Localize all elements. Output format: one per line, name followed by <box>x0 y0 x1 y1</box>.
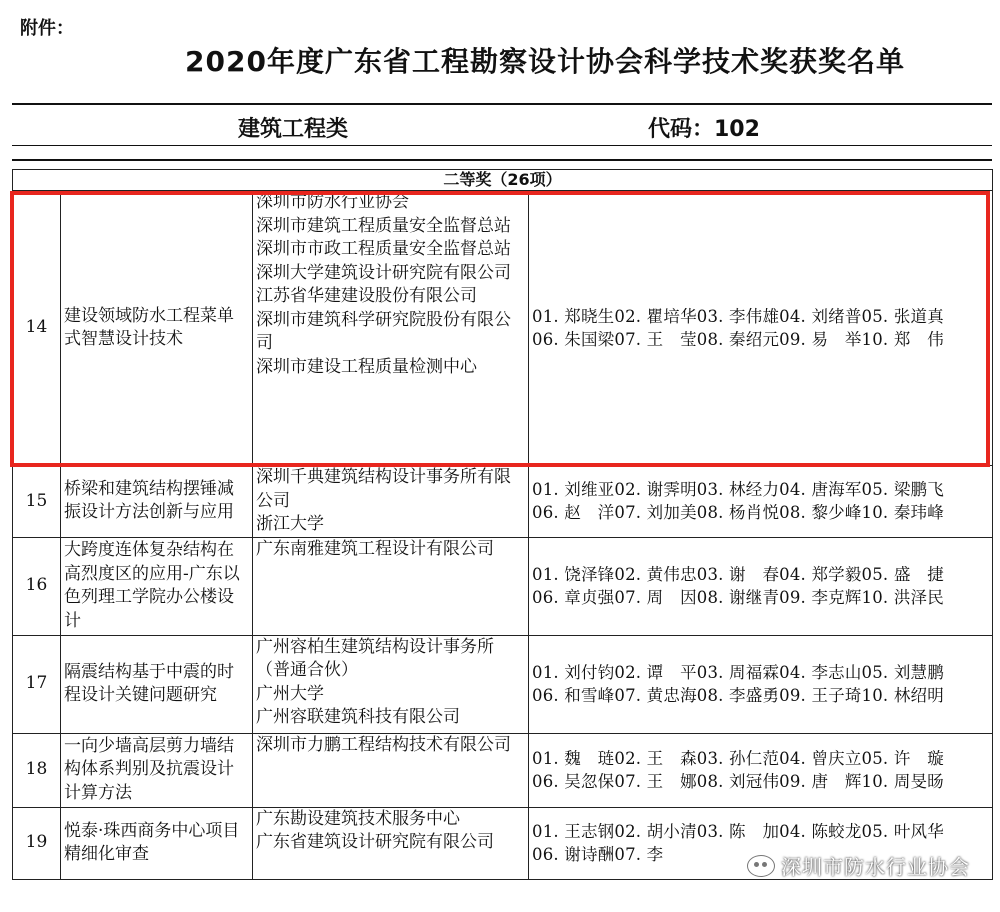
contributors <box>529 733 993 807</box>
table-row <box>13 635 993 733</box>
row-number: 18 <box>13 733 61 807</box>
wechat-icon <box>747 855 775 877</box>
organizations <box>253 191 529 466</box>
organizations <box>253 733 529 807</box>
category-name: 建筑工程类 <box>238 117 349 142</box>
project-name: 悦泰·珠西商务中心项目精细化审查 <box>61 807 253 879</box>
contributor-line: 06. 和雪峰07. 黄忠海08. 李盛勇09. 王子琦10. 林绍明 <box>532 686 944 705</box>
organization-name: 深圳市力鹏工程结构技术有限公司 <box>256 734 511 755</box>
organization-name: 深圳市建筑科学研究院股份有限公司 <box>256 309 511 353</box>
contributor-line: 01. 魏 琏02. 王 森03. 孙仁范04. 曾庆立05. 许 璇 <box>532 748 944 768</box>
organization-name: 江苏省华建建设股份有限公司 <box>256 286 477 306</box>
organization-name: 广东省建筑设计研究院有限公司 <box>256 832 494 852</box>
awards-table <box>12 169 993 880</box>
table-row <box>13 466 993 538</box>
row-number: 19 <box>13 807 61 879</box>
contributor-line: 01. 饶泽锋02. 黄伟忠03. 谢 春04. 郑学毅05. 盛 捷 <box>532 564 944 584</box>
organization-name: 广东勘设建筑技术服务中心 <box>256 808 460 829</box>
divider <box>12 145 992 146</box>
divider <box>12 103 992 105</box>
section-label: 二等奖（26项） <box>13 170 993 191</box>
divider <box>12 159 992 161</box>
organization-name: 深圳市建筑工程质量安全监督总站 <box>256 215 511 236</box>
project-name: 建设领域防水工程菜单式智慧设计技术 <box>61 191 253 466</box>
section-row <box>13 170 993 191</box>
organization-name: 广东南雅建筑工程设计有限公司 <box>256 538 494 559</box>
watermark-text: 深圳市防水行业协会 <box>781 855 970 879</box>
organizations <box>253 807 529 879</box>
table-row <box>13 537 993 635</box>
contributors <box>529 635 993 733</box>
contributor-line: 06. 朱国梁07. 王 莹08. 秦绍元09. 易 举10. 郑 伟 <box>532 330 944 349</box>
contributors <box>529 191 993 466</box>
project-name: 隔震结构基于中震的时程设计关键问题研究 <box>61 635 253 733</box>
organizations <box>253 466 529 538</box>
document-title: 2020年度广东省工程勘察设计协会科学技术奖获奖名单 <box>185 45 905 78</box>
row-number: 16 <box>13 537 61 635</box>
organization-name: 深圳千典建筑结构设计事务所有限公司 <box>256 467 511 511</box>
table-row <box>13 191 993 466</box>
organization-name: 广州容联建筑科技有限公司 <box>256 707 460 727</box>
contributor-line: 01. 郑晓生02. 瞿培华03. 李伟雄04. 刘绪普05. 张道真 <box>532 306 944 326</box>
project-name: 大跨度连体复杂结构在高烈度区的应用-广东以色列理工学院办公楼设计 <box>61 537 253 635</box>
contributors <box>529 537 993 635</box>
contributors <box>529 466 993 538</box>
row-number: 15 <box>13 466 61 538</box>
project-name: 桥梁和建筑结构摆锤减振设计方法创新与应用 <box>61 466 253 538</box>
contributor-line: 06. 章贞强07. 周 因08. 谢继青09. 李克辉10. 洪泽民 <box>532 588 944 607</box>
row-number: 17 <box>13 635 61 733</box>
table-row <box>13 733 993 807</box>
organization-name: 广州容柏生建筑结构设计事务所（普通合伙） <box>256 636 494 680</box>
organizations <box>253 635 529 733</box>
category-code: 代码：102 <box>648 117 760 142</box>
contributor-line: 06. 赵 洋07. 刘加美08. 杨肖悦08. 黎少峰10. 秦玮峰 <box>532 503 944 523</box>
organization-name: 深圳大学建筑设计研究院有限公司 <box>256 262 511 283</box>
row-number: 14 <box>13 191 61 466</box>
contributor-line: 06. 吴忽保07. 王 娜08. 刘冠伟09. 唐 辉10. 周旻旸 <box>532 772 944 791</box>
organizations <box>253 537 529 635</box>
contributor-line: 01. 刘付钧02. 谭 平03. 周福霖04. 李志山05. 刘慧鹏 <box>532 662 944 682</box>
project-name: 一向少墙高层剪力墙结构体系判别及抗震设计计算方法 <box>61 733 253 807</box>
contributor-line: 01. 王志钢02. 胡小清03. 陈 加04. 陈蛟龙05. 叶风华 <box>532 821 944 841</box>
organization-name: 深圳市建设工程质量检测中心 <box>256 356 477 377</box>
attachment-label: 附件： <box>20 18 74 39</box>
organization-name: 深圳市市政工程质量安全监督总站 <box>256 239 511 259</box>
watermark <box>747 851 970 880</box>
organization-name: 深圳市防水行业协会 <box>256 192 409 212</box>
organization-name: 广州大学 <box>256 683 324 704</box>
contributor-line: 06. 谢诗酬07. 李 <box>532 845 664 864</box>
organization-name: 浙江大学 <box>256 514 324 534</box>
contributor-line: 01. 刘维亚02. 谢霁明03. 林经力04. 唐海军05. 梁鹏飞 <box>532 479 944 499</box>
